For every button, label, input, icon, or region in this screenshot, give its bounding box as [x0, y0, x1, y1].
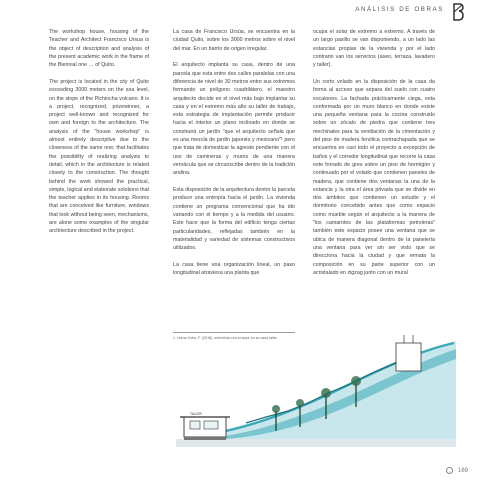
- paragraph: La casa tiene una organización lineal, un paso longitudinal atraviesa una planta que: [173, 261, 295, 277]
- page-number: [446, 467, 468, 474]
- site-section-illustration: [176, 335, 456, 450]
- footnote: 1. Ursúa Cobo, F. (2018), entrevista con el autor en su casa taller: [173, 336, 277, 340]
- house-drawing: [180, 417, 230, 440]
- building-sign: TALLER: [190, 412, 202, 416]
- circle-dot-icon: [446, 467, 453, 474]
- paragraph: ocupa el solar de extremo a extremo. A través de un largo pasillo se van disponiendo, a un lado las estancias propias de la vivienda y por el lado contrario van los servicios (aseo, terraza, lavadero y taller).: [313, 29, 435, 69]
- section-title: ANÁLISIS DE OBRAS: [355, 6, 444, 13]
- middle-column: [173, 28, 295, 286]
- right-column: [313, 28, 435, 286]
- paragraph: Un corto volado en la disposición de la casa da forma al acceso que separa del suelo con cuatro escalones. La fachada prácticamente ciega, esta conformada por un muro blanco en donde existe una pequeña ventana para la cocina construido sobre un zócalo de piedra que contiene tres mechinales para la ventilación de la cimentación y del piso de madera fenólica contrachapada que se encuentra en casi todo el proyecto a excepción de baños y el corredor longitudinal que recorre la casa este forrado de gres sobre un piso de hormigón y continuado por el volado que contienen paneles de madera, que contiene dos ventanas la una de la estancia y la otra el área privada que se divide en dos ámbitos que contienen un estudio y el dormitorio concebido antes que como espacio como mueble según el arquitecto a la manera de "los camarotes de las plataformas petroleras" también este espacio posee una ventana que se ubica de manera diagonal dentro de la panelería una ventana para ver sin ser visto que se direcciona hacia la ciudad y que remata la composición en su parte superior con un acristalado en zigzag junto con un mural: [313, 78, 435, 276]
- footnote-divider: [173, 332, 295, 333]
- left-column: [49, 28, 149, 244]
- paragraph: Esta disposición de la arquitectura dentro la parcela produce una entropía hacia el jardín. La vivienda contiene un programa convencional que ha ido variando con el tiempo y a la medida del usuario. Este hace que la forma del edificio tenga ciertas particularidades, reflejadas también en la materialidad y variedad de sistemas constructivos utilizados.: [173, 187, 295, 252]
- page-number-label: 169: [457, 468, 468, 474]
- paragraph: The project is located in the city of Quito exceeding 3000 meters on the sea level, on the slope of the Pichincha volcano. It is a project, recognized, prizewinner, a project well-known and recognized for own and foreign to the architecture. The analysis of the "house workshop" is almost entirely descriptive due to the closeness of the same one; that facilitates the possibility of realizing analysis to detail, which in the architecture is related closely to the construction. The thought behind the work showed the practical, simple, logical and elaborate solutions that the teacher applies in its housing. Rooms that are conceived like furniture, windows that look without being seen, mechanisms, are alone some examples of the singular architecture described in the project.: [49, 78, 149, 235]
- paragraph: El arquitecto implanta su casa, dentro de una parcela que esta entre dos calles paralelas con una diferencia de nivel de 30 metros entre sus extremos formando un polígono cuadrilátero, el maestro arquitecto decide en el nivel más bajo implantar su casa y en el extremo más alto su taller de trabajo, esta estrategia de implantación permite producir hacia el interior un plano inclinado en donde se construirá un jardín "que el arquitecto señala que es una mezcla de jardín japonés y mexicano"¹ pero que trata de domesticar la agreste pendiente con el uso de camineras y muros de una manera vernácula que se circunscribe dentro de la tradición andina.: [173, 62, 295, 177]
- paragraph: La casa de Francisco Ursúa, se encuentra en la ciudad Quito, sobre los 3000 metros sobre el nivel del mar. En un barrio de origen irregular.: [173, 29, 295, 52]
- ba-logo-icon: [452, 3, 464, 21]
- paragraph: The workshop house, housing of the Teacher and Architect Francisco Ursua is the object of description and analysis of the present academic work in the frame of the Biennial one … of Quito.: [49, 29, 149, 69]
